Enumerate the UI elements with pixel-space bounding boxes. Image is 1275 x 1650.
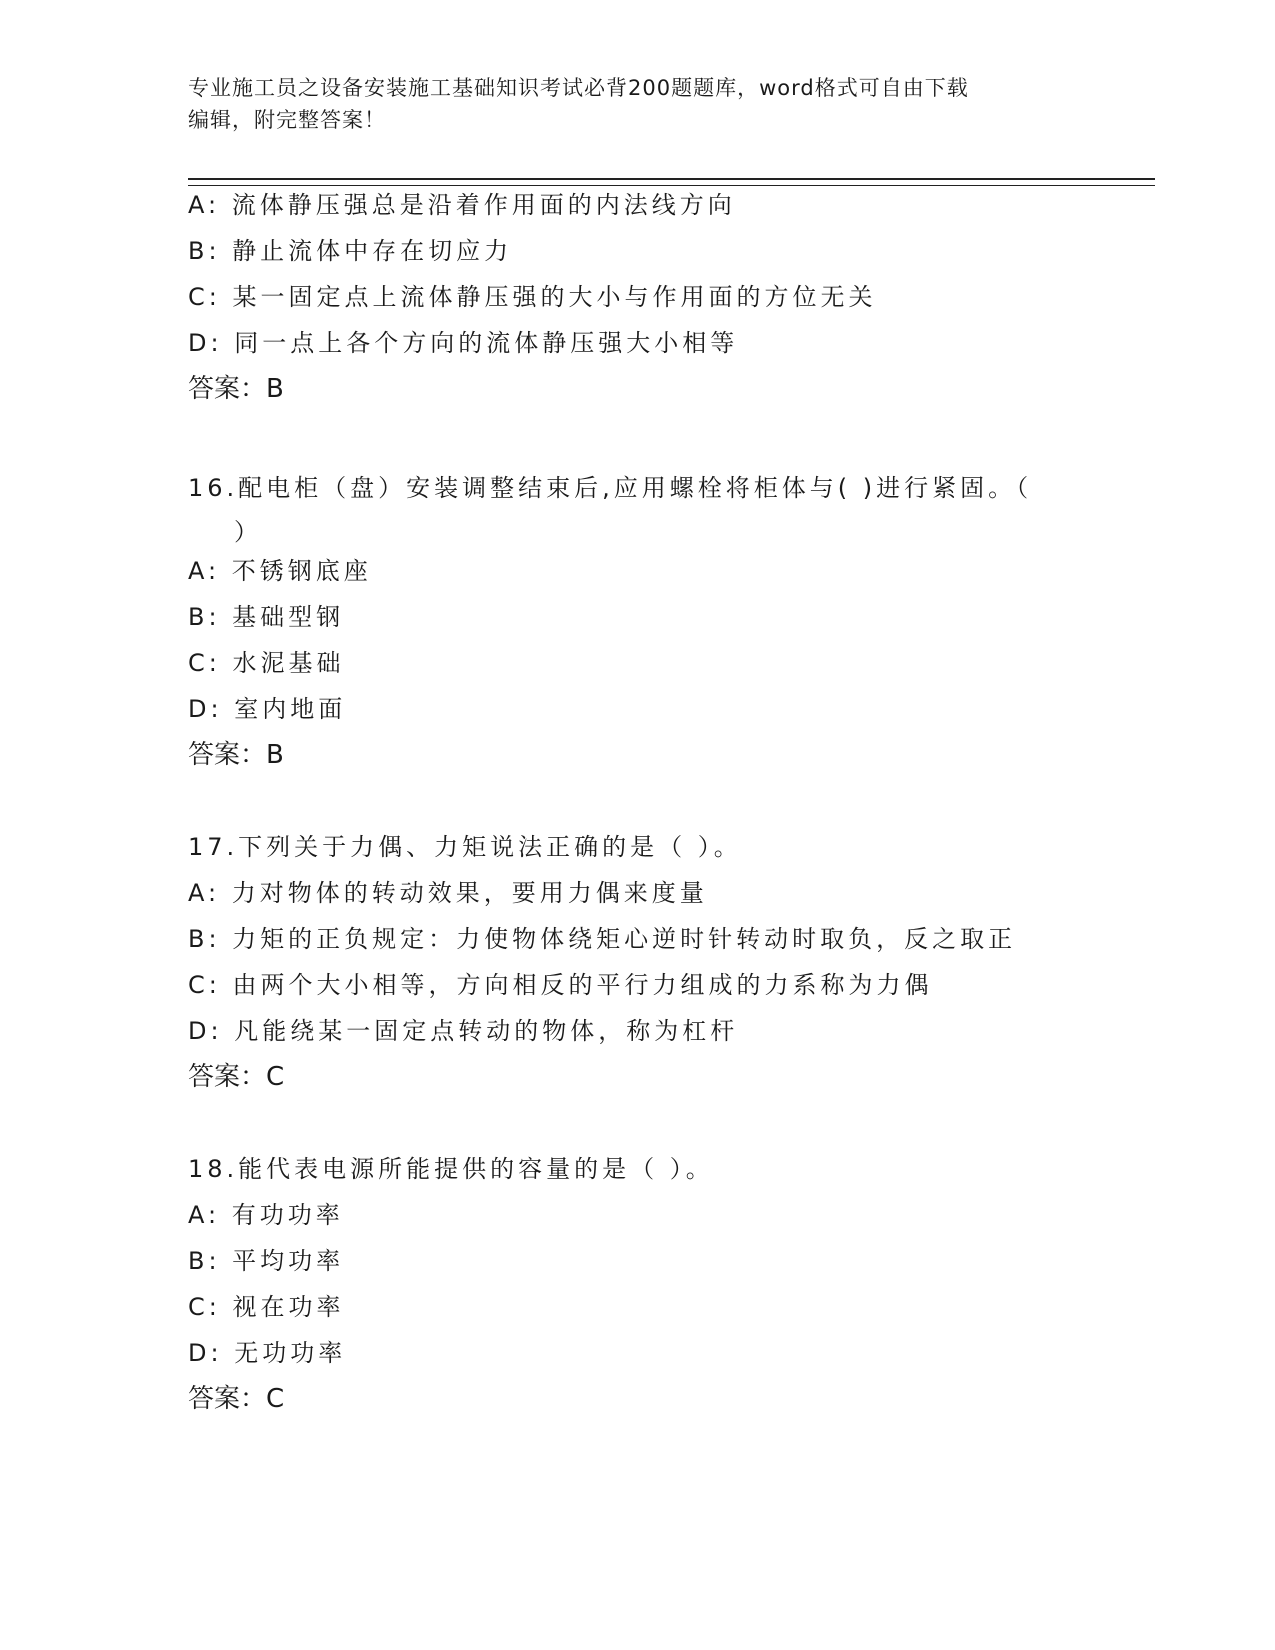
- option-d: D: 凡能绕某一固定点转动的物体，称为杠杆: [188, 1017, 739, 1045]
- question-list: [188, 190, 1088, 1430]
- header-divider: [188, 178, 1155, 186]
- question-16: [188, 466, 1088, 770]
- option-c: C: 视在功率: [188, 1293, 345, 1321]
- document-header: [188, 72, 1088, 136]
- question-15: [188, 190, 1088, 404]
- answer: 答案：B: [188, 374, 284, 404]
- option-b: B: 基础型钢: [188, 603, 345, 631]
- option-a: A: 不锈钢底座: [188, 557, 372, 585]
- option-c: C: 由两个大小相等，方向相反的平行力组成的力系称为力偶: [188, 971, 933, 999]
- question-17: [188, 832, 1088, 1092]
- option-a: A: 有功功率: [188, 1201, 344, 1229]
- option-b: B: 力矩的正负规定：力使物体绕矩心逆时针转动时取负，反之取正: [188, 925, 1017, 953]
- option-c: C: 某一固定点上流体静压强的大小与作用面的方位无关: [188, 283, 877, 311]
- answer: 答案：C: [188, 1062, 285, 1092]
- option-a: A: 流体静压强总是沿着作用面的内法线方向: [188, 191, 736, 219]
- option-b: B: 平均功率: [188, 1247, 345, 1275]
- question-stem: [188, 466, 1088, 554]
- option-d: D: 室内地面: [188, 695, 347, 723]
- question-stem: 18.能代表电源所能提供的容量的是（ ）。: [188, 1155, 714, 1183]
- question-stem: 17.下列关于力偶、力矩说法正确的是（ ）。: [188, 833, 742, 861]
- question-stem-line-2: ）: [234, 518, 262, 546]
- answer: 答案：C: [188, 1384, 285, 1414]
- header-line-2: 编辑，附完整答案！: [188, 108, 386, 132]
- question-stem-line-1: 16.配电柜（盘）安装调整结束后,应用螺栓将柜体与( )进行紧固。（: [188, 474, 1033, 502]
- option-d: D: 同一点上各个方向的流体静压强大小相等: [188, 329, 739, 357]
- header-line-1: 专业施工员之设备安装施工基础知识考试必背200题题库，word格式可自由下载: [188, 76, 969, 100]
- answer: 答案：B: [188, 740, 284, 770]
- option-c: C: 水泥基础: [188, 649, 345, 677]
- option-b: B: 静止流体中存在切应力: [188, 237, 513, 265]
- option-a: A: 力对物体的转动效果，要用力偶来度量: [188, 879, 708, 907]
- option-d: D: 无功功率: [188, 1339, 347, 1367]
- question-18: [188, 1154, 1088, 1414]
